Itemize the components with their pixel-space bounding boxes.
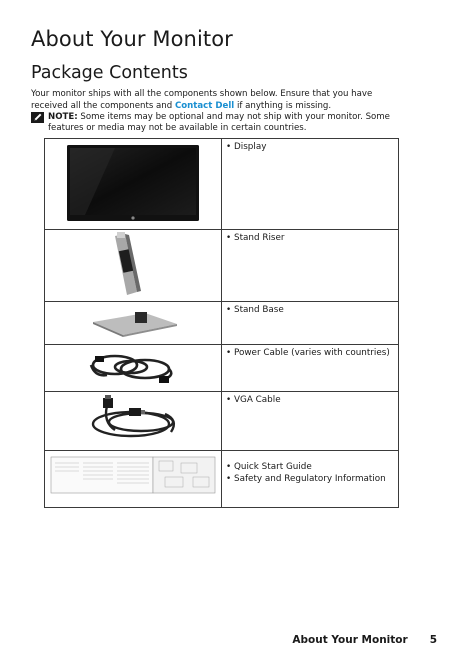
item-label: • Stand Base (226, 305, 284, 315)
table-row (45, 139, 399, 230)
contents-cell (222, 451, 399, 508)
page-title: About Your Monitor (31, 27, 233, 51)
stand-base-image (45, 302, 221, 342)
stand-riser-image-cell (45, 230, 222, 302)
stand-base-image-cell (45, 302, 222, 345)
intro-text: Your monitor ships with all the components shown below. Ensure that you have received all the components and (31, 89, 373, 111)
documentation-image (45, 451, 221, 497)
note-label: NOTE: (48, 112, 78, 122)
note (31, 112, 416, 134)
pencil-note-icon (31, 112, 44, 123)
item-label: • Display (226, 142, 267, 152)
intro-paragraph (31, 88, 411, 112)
item-label: • Safety and Regulatory Information (226, 474, 386, 484)
package-contents-table (44, 138, 399, 508)
table-row (45, 302, 399, 345)
note-content (48, 112, 416, 134)
note-text: Some items may be optional and may not ship with your monitor. Some features or media may not be available in certain countries. (48, 112, 390, 133)
footer-section-title: About Your Monitor (292, 634, 408, 646)
item-label: • VGA Cable (226, 395, 281, 405)
vga-cable-image (45, 392, 221, 448)
item-label: • Power Cable (varies with countries) (226, 348, 390, 358)
table-row (45, 230, 399, 302)
table-row (45, 345, 399, 392)
table-row (45, 392, 399, 451)
section-heading: Package Contents (31, 63, 188, 83)
documentation-image-cell (45, 451, 222, 508)
stand-riser-image (45, 230, 221, 299)
page-footer (292, 634, 437, 646)
page-number: 5 (429, 634, 437, 646)
contents-cell (222, 345, 399, 392)
contact-dell-link[interactable]: Contact Dell (174, 101, 235, 111)
monitor-image-cell (45, 139, 222, 230)
contents-cell (222, 139, 399, 230)
item-label: • Stand Riser (226, 233, 285, 243)
contents-cell (222, 230, 399, 302)
contents-cell (222, 302, 399, 345)
table-row (45, 451, 399, 508)
power-cable-image (45, 345, 221, 389)
item-label: • Quick Start Guide (226, 462, 312, 472)
vga-cable-image-cell (45, 392, 222, 451)
monitor-image (45, 139, 221, 227)
power-cable-image-cell (45, 345, 222, 392)
intro-text-end: if anything is missing. (234, 101, 332, 111)
contents-cell (222, 392, 399, 451)
